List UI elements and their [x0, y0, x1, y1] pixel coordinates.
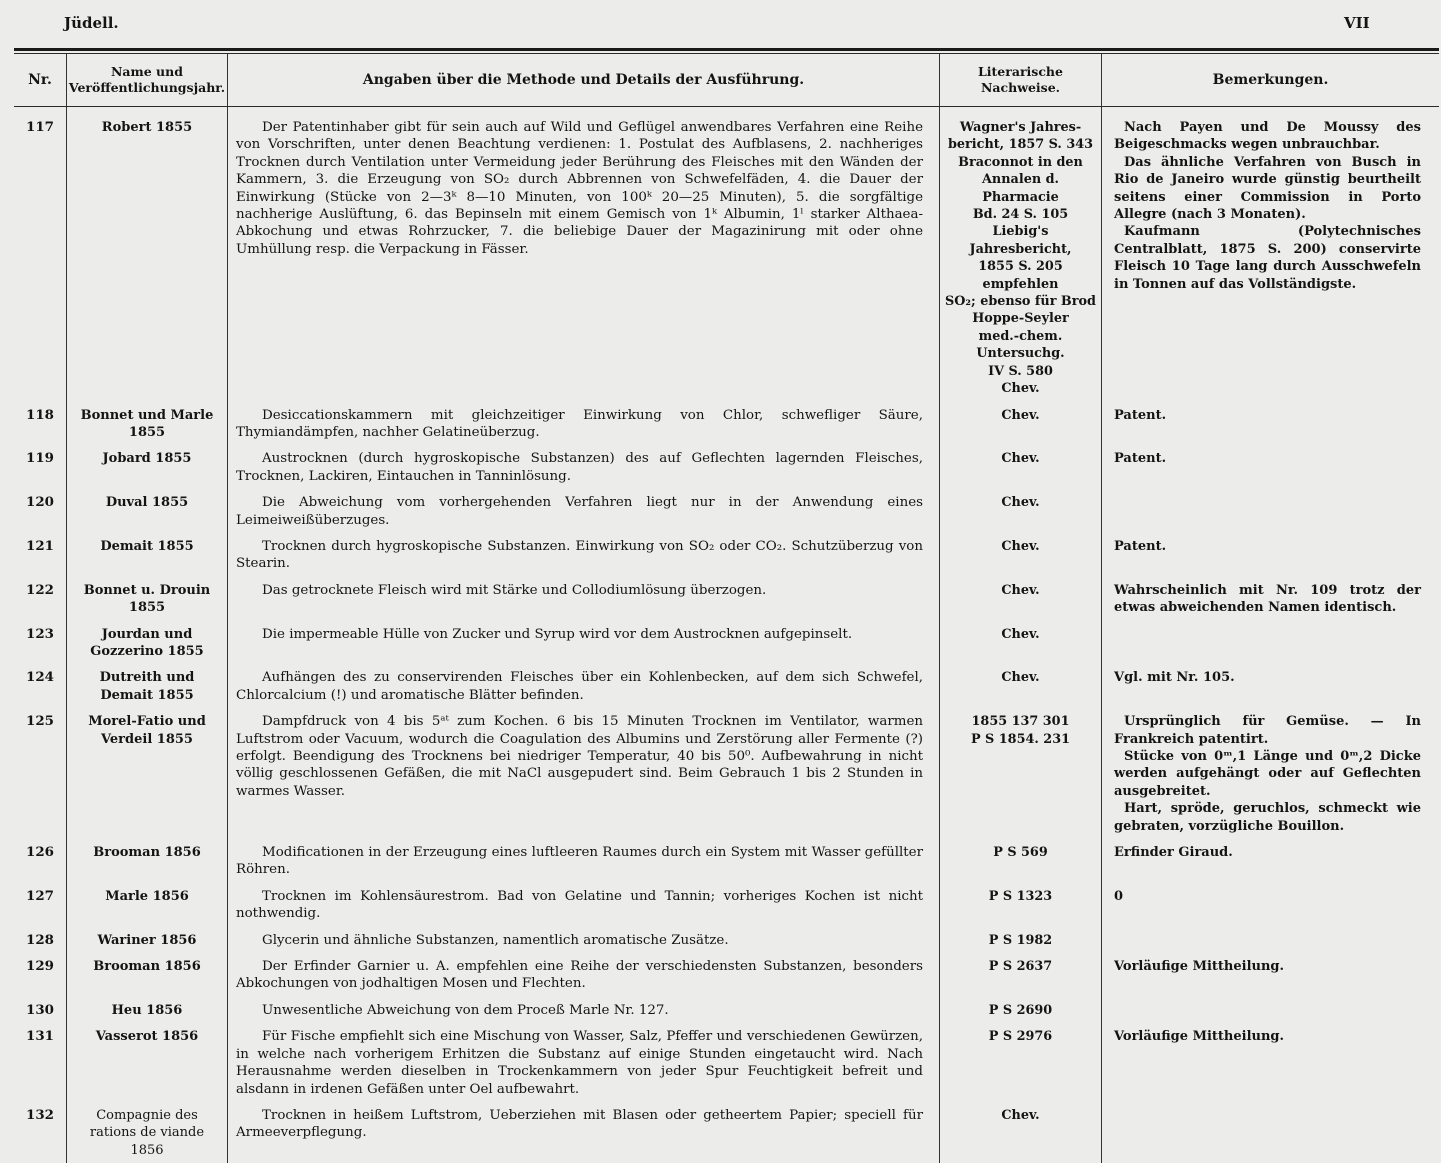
row-literature-line: Braconnot in den — [958, 154, 1083, 170]
spacer-cell — [66, 107, 227, 119]
table-row — [14, 450, 1439, 494]
row-literature-line: Chev. — [1001, 407, 1040, 423]
row-literature-line: Hoppe-Seyler — [972, 311, 1069, 327]
row-remarks — [1101, 958, 1439, 1002]
row-name-line: 1856 — [130, 1142, 164, 1158]
row-literature-line: Chev. — [1001, 495, 1040, 511]
row-remark: Vorläufige Mittheilung. — [1114, 1029, 1285, 1045]
table-row — [14, 1002, 1439, 1028]
row-remark: Ursprünglich für Gemüse. — In Frankreich patentirt. — [1114, 714, 1421, 747]
row-literature — [939, 958, 1101, 1002]
row-remark: Stücke von 0ᵐ,1 Länge und 0ᵐ,2 Dicke werden aufgehängt oder auf Geflechten ausgebreitet. — [1114, 749, 1421, 799]
row-remark: Wahrscheinlich mit Nr. 109 trotz der etwas abweichenden Namen identisch. — [1114, 582, 1421, 616]
row-literature — [939, 932, 1101, 958]
table-row — [14, 713, 1439, 844]
table-row — [14, 669, 1439, 713]
row-name-line: Bonnet und Marle — [80, 407, 214, 423]
table-row — [14, 538, 1439, 582]
row-literature-line: 1855 137 301 — [971, 714, 1070, 730]
row-method: Trocknen in heißem Luftstrom, Ueberziehen mit Blasen oder getheertem Papier; speciell für Armeeverpflegung. — [227, 1107, 939, 1163]
row-remark: Hart, spröde, geruchlos, schmeckt wie gebraten, vorzügliche Bouillon. — [1114, 801, 1421, 834]
row-name — [66, 1002, 227, 1028]
row-method: Das getrocknete Fleisch wird mit Stärke und Collodiumlösung überzogen. — [227, 582, 939, 626]
row-name — [66, 450, 227, 494]
spacer-cell — [14, 107, 66, 119]
row-name-line: Jobard 1855 — [102, 451, 192, 467]
row-name-line: Jourdan und — [101, 626, 193, 642]
row-name-line: Dutreith und — [99, 670, 195, 686]
row-remarks — [1101, 494, 1439, 538]
row-method: Die Abweichung vom vorhergehenden Verfahren liegt nur in der Anwendung eines Leimeiweißüberzuges. — [227, 494, 939, 538]
row-name-line: Brooman 1856 — [93, 845, 201, 861]
row-remarks — [1101, 713, 1439, 844]
row-remarks — [1101, 669, 1439, 713]
header-remarks-label: Bemerkungen. — [1212, 72, 1329, 88]
row-number: 124 — [26, 669, 54, 686]
row-name-line: Demait 1855 — [100, 687, 194, 703]
row-number: 131 — [26, 1028, 54, 1045]
row-remarks — [1101, 888, 1439, 932]
table-row — [14, 888, 1439, 932]
row-name-line: Robert 1855 — [101, 120, 193, 135]
table-row — [14, 958, 1439, 1002]
row-literature-line: Bd. 24 S. 105 — [972, 207, 1069, 223]
row-literature-line: Chev. — [1001, 538, 1040, 554]
row-name-line: Demait 1855 — [100, 538, 194, 554]
row-remark: Kaufmann (Polytechnisches Centralblatt, 1875 S. 200) conservirte Fleisch 10 Tage lang durch Ausschwefeln in Tonnen auf das Vollständigste. — [1114, 224, 1421, 292]
header-name — [66, 54, 227, 106]
row-literature-line: Chev. — [1001, 381, 1040, 397]
row-literature-line: Chev. — [1001, 1107, 1040, 1123]
page-number: VII — [1344, 14, 1370, 32]
row-remark: Patent. — [1114, 451, 1167, 467]
row-literature — [939, 494, 1101, 538]
running-head-author: Jüdell. — [64, 14, 119, 32]
row-number: 117 — [26, 119, 54, 135]
table-row — [14, 119, 1439, 407]
row-literature-line: 1855 S. 205 empfehlen — [978, 259, 1063, 292]
header-remarks — [1101, 54, 1439, 106]
row-literature-line: Chev. — [1001, 582, 1040, 598]
row-number: 128 — [26, 931, 54, 948]
row-method: Dampfdruck von 4 bis 5ᵃᵗ zum Kochen. 6 bis 15 Minuten Trocknen im Ventilator, warmen Luftstrom oder Vacuum, wodurch die Coagulation des Albumins und Zerstörung aller Fermente (?) erfolgt. Beendigung des Trocknens bei niedriger Temperatur, 40 bis 50⁰. Aufbewahrung in nicht völlig geschlossenen Gefäßen, die mit NaCl ausgepudert sind. Beim Gebrauch 1 bis 2 Stunden in warmes Wasser. — [227, 713, 939, 844]
row-remarks — [1101, 1002, 1439, 1028]
row-literature-line: P S 2637 — [988, 959, 1053, 975]
row-name — [66, 538, 227, 582]
row-name-line: rations de viande — [89, 1125, 205, 1141]
row-name — [66, 119, 227, 407]
row-remark: Das ähnliche Verfahren von Busch in Rio de Janeiro wurde günstig beurtheilt seitens einer Commission in Porto Allegre (nach 3 Monaten). — [1114, 154, 1421, 223]
row-literature — [939, 1002, 1101, 1028]
row-literature-line: Chev. — [1001, 670, 1040, 686]
row-literature — [939, 713, 1101, 844]
table-row — [14, 1107, 1439, 1163]
row-method: Der Patentinhaber gibt für sein auch auf Wild und Geflügel anwendbares Verfahren eine Reihe von Vorschriften, unter denen Beachtung verdienen: 1. Postulat des Aufblasens, 2. nachheriges Trocknen durch Ventilation unter Vermeidung jeder Berührung des Fleisches mit den Wänden der Kammern, 3. die Erzeugung von SO₂ durch Abbrennen von Schwefelfäden, 4. die Dauer der Einwirkung (Stücke von 2—3ᵏ 8—10 Minuten, von 100ᵏ 20—25 Minuten), 5. die sorgfältige nachherige Auslüftung, 6. das Bepinseln mit einem Gemisch von 1ᵏ Albumin, 1ˡ starker Althaea-Abkochung und etwas Rohrzucker, 7. die beliebige Dauer der Magazinirung mit oder ohne Umhüllung resp. die Verpackung in Fässer. — [227, 119, 939, 407]
row-number: 120 — [26, 494, 54, 511]
row-name — [66, 582, 227, 626]
row-name — [66, 494, 227, 538]
row-name-line: Verdeil 1855 — [101, 731, 193, 747]
row-method: Austrocknen (durch hygroskopische Substanzen) des auf Geflechten lagernden Fleisches, Trocknen, Lackiren, Eintauchen in Tanninlösung. — [227, 450, 939, 494]
row-remarks — [1101, 1028, 1439, 1107]
table-row — [14, 407, 1439, 451]
row-literature — [939, 407, 1101, 451]
header-literature — [939, 54, 1101, 106]
row-literature-line: P S 2690 — [988, 1002, 1053, 1018]
row-method: Die impermeable Hülle von Zucker und Syrup wird vor dem Austrocknen aufgepinselt. — [227, 626, 939, 670]
row-method: Desiccationskammern mit gleichzeitiger Einwirkung von Chlor, schwefliger Säure, Thymiandämpfen, nachher Gelatineüberzug. — [227, 407, 939, 451]
spacer-cell — [1101, 107, 1439, 119]
row-remarks — [1101, 538, 1439, 582]
row-literature — [939, 1107, 1101, 1163]
row-method: Der Erfinder Garnier u. A. empfehlen eine Reihe der verschiedensten Substanzen, besonders Abkochungen von jodhaltigen Mosen und Flechten. — [227, 958, 939, 1002]
table-row — [14, 844, 1439, 888]
row-remark: Erfinder Giraud. — [1114, 845, 1233, 861]
running-head — [0, 0, 1441, 48]
row-literature-line: IV S. 580 — [988, 363, 1053, 379]
row-name — [66, 1028, 227, 1107]
row-name — [66, 1107, 227, 1163]
row-remarks — [1101, 1107, 1439, 1163]
row-number: 129 — [26, 958, 54, 975]
spacer-cell — [939, 107, 1101, 119]
table-row — [14, 932, 1439, 958]
row-literature-line: P S 569 — [993, 845, 1048, 861]
header-name-line1: Name und — [111, 64, 183, 79]
row-number: 121 — [26, 537, 54, 554]
header-nr — [14, 54, 66, 106]
row-name-line: Marle 1856 — [105, 888, 189, 904]
row-name-line: Bonnet u. Drouin — [83, 582, 211, 598]
header-spacer — [14, 107, 1439, 119]
row-name-line: Heu 1856 — [111, 1002, 183, 1018]
row-name-line: Brooman 1856 — [93, 959, 201, 975]
row-literature — [939, 538, 1101, 582]
row-remarks — [1101, 450, 1439, 494]
row-literature-line: P S 1982 — [988, 932, 1053, 948]
row-literature-line: P S 1854. 231 — [970, 731, 1070, 747]
header-method-label: Angaben über die Methode und Details der Ausführung. — [362, 72, 805, 88]
row-literature-line: bericht, 1857 S. 343 — [947, 137, 1094, 153]
row-literature — [939, 626, 1101, 670]
table-row — [14, 494, 1439, 538]
row-name-line: Gozzerino 1855 — [90, 643, 204, 659]
row-literature — [939, 844, 1101, 888]
header-method — [227, 54, 939, 106]
row-remarks — [1101, 119, 1439, 407]
row-remarks — [1101, 844, 1439, 888]
row-number: 132 — [26, 1106, 54, 1123]
row-remark: Nach Payen und De Moussy des Beigeschmacks wegen unbrauchbar. — [1114, 120, 1421, 153]
row-name-line: Vasserot 1856 — [95, 1029, 199, 1045]
row-literature — [939, 119, 1101, 407]
row-literature-line: Chev. — [1001, 451, 1040, 467]
row-literature-line: med.-chem. Untersuchg. — [976, 328, 1065, 362]
row-literature-line: P S 1323 — [988, 888, 1053, 904]
row-literature — [939, 669, 1101, 713]
row-name-line: Wariner 1856 — [97, 932, 197, 948]
row-literature — [939, 582, 1101, 626]
row-literature-line: Chev. — [1001, 626, 1040, 642]
row-number: 127 — [26, 887, 54, 904]
row-name — [66, 713, 227, 844]
row-literature-line: SO₂; ebenso für Brod — [945, 294, 1096, 310]
row-name — [66, 626, 227, 670]
row-name — [66, 669, 227, 713]
row-remarks — [1101, 932, 1439, 958]
row-number: 119 — [26, 450, 54, 467]
table-row — [14, 626, 1439, 670]
row-number: 123 — [26, 625, 54, 642]
row-number: 122 — [26, 581, 54, 598]
row-literature-line: Wagner's Jahres- — [959, 120, 1082, 135]
table-header-row — [14, 54, 1439, 107]
row-method: Trocknen im Kohlensäurestrom. Bad von Gelatine und Tannin; vorheriges Kochen ist nicht nothwendig. — [227, 888, 939, 932]
spacer-cell — [227, 107, 939, 119]
row-remark: Vorläufige Mittheilung. — [1114, 959, 1285, 975]
row-name — [66, 407, 227, 451]
row-name-line: Morel-Fatio und — [88, 714, 206, 730]
row-literature-line: Annalen d. Pharmacie — [982, 172, 1059, 205]
row-remark: Patent. — [1114, 407, 1167, 423]
row-remark: Patent. — [1114, 538, 1167, 554]
row-name-line: Duval 1855 — [105, 495, 189, 511]
row-name-line: Compagnie des — [96, 1107, 198, 1123]
row-remark: Vgl. mit Nr. 105. — [1114, 670, 1235, 686]
table-row — [14, 582, 1439, 626]
row-number: 126 — [26, 844, 54, 861]
header-literature-line1: Literarische — [978, 64, 1063, 79]
table-body — [14, 119, 1439, 1163]
row-method: Glycerin und ähnliche Substanzen, namentlich aromatische Zusätze. — [227, 932, 939, 958]
row-method: Unwesentliche Abweichung von dem Proceß Marle Nr. 127. — [227, 1002, 939, 1028]
header-nr-label: Nr. — [28, 72, 52, 88]
row-remarks — [1101, 582, 1439, 626]
row-name-line: 1855 — [128, 600, 166, 616]
row-name — [66, 958, 227, 1002]
row-method: Trocknen durch hygroskopische Substanzen. Einwirkung von SO₂ oder CO₂. Schutzüberzug von Stearin. — [227, 538, 939, 582]
row-literature — [939, 1028, 1101, 1107]
header-literature-line2: Nachweise. — [980, 80, 1061, 95]
row-remarks — [1101, 407, 1439, 451]
row-number: 118 — [26, 406, 54, 423]
row-number: 125 — [26, 713, 54, 730]
row-literature-line: P S 2976 — [988, 1029, 1053, 1045]
row-method: Aufhängen des zu conservirenden Fleisches über ein Kohlenbecken, auf dem sich Schwefel, Chlorcalcium (!) und aromatische Blätter befinden. — [227, 669, 939, 713]
row-method: Modificationen in der Erzeugung eines luftleeren Raumes durch ein System mit Wasser gefüllter Röhren. — [227, 844, 939, 888]
row-name — [66, 844, 227, 888]
row-name — [66, 888, 227, 932]
row-number: 130 — [26, 1001, 54, 1018]
row-literature — [939, 888, 1101, 932]
row-name — [66, 932, 227, 958]
row-literature-line: Liebig's Jahresbericht, — [969, 224, 1072, 257]
row-literature — [939, 450, 1101, 494]
row-method: Für Fische empfiehlt sich eine Mischung von Wasser, Salz, Pfeffer und verschiedenen Gewürzen, in welche nach vorherigem Erhitzen die Substanz auf einige Stunden eingetaucht wird. Nach Herausnahme werden dieselben in Trockenkammern von jeder Spur Feuchtigkeit befreit und alsdann in irdenen Gefäßen unter Oel aufbewahrt. — [227, 1028, 939, 1107]
row-remarks — [1101, 626, 1439, 670]
header-name-line2: Veröffentlichungsjahr. — [68, 80, 226, 95]
data-table — [14, 48, 1439, 1163]
row-remark: 0 — [1114, 888, 1124, 904]
table-row — [14, 1028, 1439, 1107]
row-name-line: 1855 — [128, 424, 166, 440]
